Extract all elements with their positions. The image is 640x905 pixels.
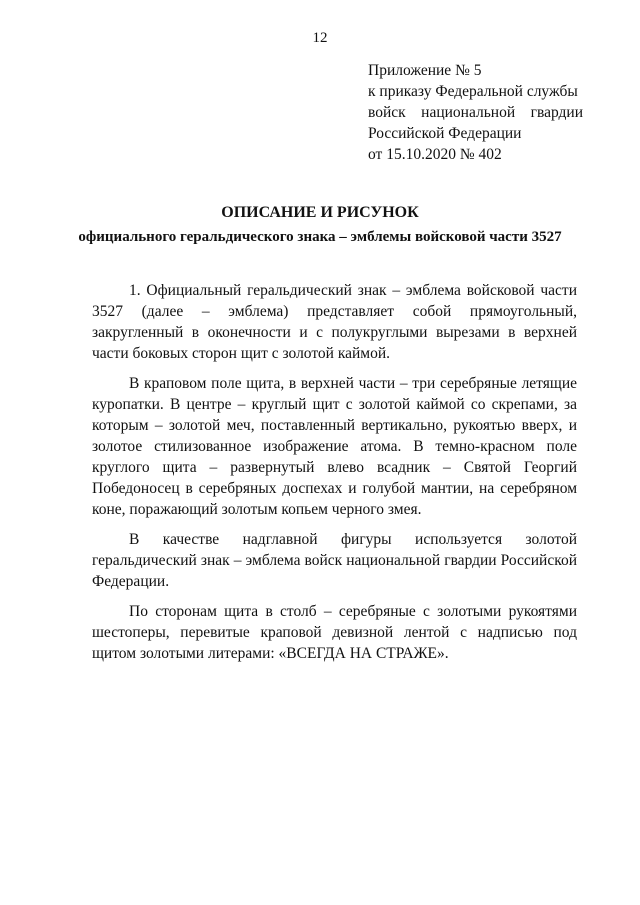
page-number: 12 xyxy=(312,30,328,46)
appendix-order-date: от 15.10.2020 № 402 xyxy=(368,146,502,163)
document-body xyxy=(92,280,577,673)
paragraph-2: В краповом поле щита, в верхней части – три серебряные летящие куропатки. В центре – круглый щит с золотой каймой со скрепами, за которым – золотой меч, поставленный вертикально, рукоятью вверх, и золотое стилизованное изображение атома. В темно-красном поле круглого щита – развернутый влево всадник – Святой Георгий Победоносец в серебряных доспехах и голубой мантии, на серебряном коне, поражающий золотым копьем черного змея. xyxy=(92,375,577,518)
document-title: ОПИСАНИЕ И РИСУНОК xyxy=(221,204,419,221)
appendix-service-name: войск национальной гвардии xyxy=(368,104,583,121)
paragraph-4: По сторонам щита в столб – серебряные с золотыми рукоятями шестоперы, перевитые краповой девизной лентой с надписью под щитом золотыми литерами: «ВСЕГДА НА СТРАЖЕ». xyxy=(92,603,577,662)
document-title-block xyxy=(40,202,600,248)
appendix-header xyxy=(368,60,583,165)
appendix-number: Приложение № 5 xyxy=(368,62,482,79)
appendix-order-ref: к приказу Федеральной службы xyxy=(368,83,578,100)
appendix-country: Российской Федерации xyxy=(368,125,522,142)
paragraph-1: 1. Официальный геральдический знак – эмблема войсковой части 3527 (далее – эмблема) представляет собой прямоугольный, закругленный в оконечности и с полукруглыми вырезами в верхней части боковых сторон щит с золотой каймой. xyxy=(92,282,577,362)
paragraph-3: В качестве надглавной фигуры используется золотой геральдический знак – эмблема войск национальной гвардии Российской Федерации. xyxy=(92,531,577,590)
document-subtitle: официального геральдического знака – эмблемы войсковой части 3527 xyxy=(78,229,562,245)
